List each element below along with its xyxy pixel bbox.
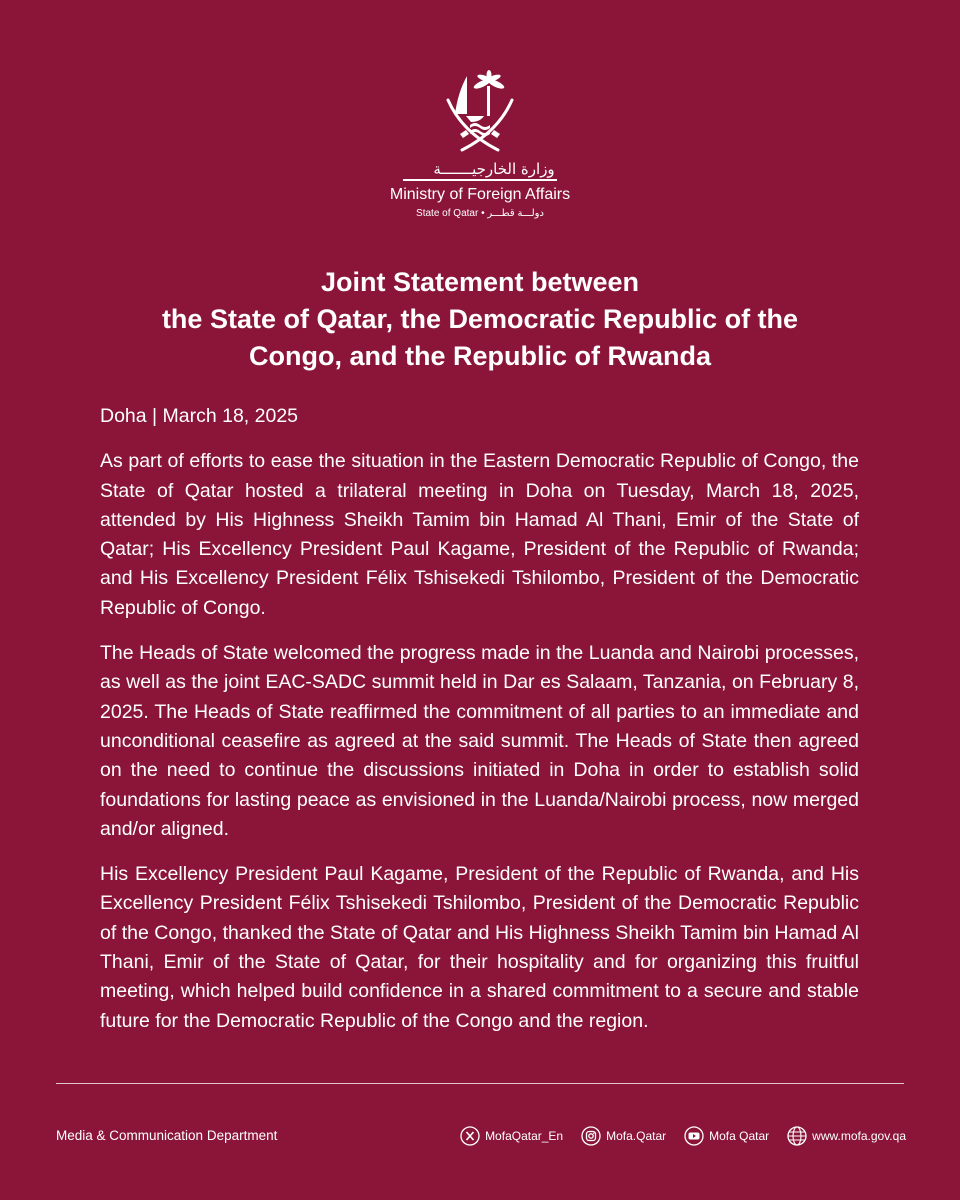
paragraph-1: As part of efforts to ease the situation in the Eastern Democratic Republic of Congo, the State of Qatar hosted a trilateral meeting in Doha on Tuesday, March 18, 2025, attended by His Highness Sheikh Tamim bin Hamad Al Thani, Emir of the State of Qatar; His Excellency President Paul Kagame, President of the Republic of Rwanda; and His Excellency President Félix Tshisekedi Tshilombo, President of the Democratic Republic of Congo. — [100, 450, 859, 619]
title-line-1: Joint Statement between — [320, 267, 640, 297]
title-line-3: Congo, and the Republic of Rwanda — [249, 341, 711, 371]
paragraph-3: His Excellency President Paul Kagame, President of the Republic of Rwanda, and His Excellency President Félix Tshisekedi Tshilombo, President of the Democratic Republic of the Congo, thanked the State of Qatar and His Highness Sheikh Tamim bin Hamad Al Thani, Emir of the State of Qatar, for their hospitality and for organizing this fruitful meeting, which helped build confidence in a shared commitment to a secure and stable future for the Democratic Republic of the Congo and the region. — [100, 863, 859, 1032]
statement-body — [100, 402, 859, 1052]
social-youtube[interactable] — [684, 1126, 769, 1146]
social-youtube-label[interactable]: Mofa Qatar — [709, 1129, 770, 1143]
social-website-label[interactable]: www.mofa.gov.qa — [812, 1129, 906, 1143]
social-links — [460, 1126, 906, 1146]
dateline: Doha | March 18, 2025 — [100, 405, 299, 427]
ministry-name-english: Ministry of Foreign Affairs — [389, 186, 571, 203]
social-instagram[interactable] — [581, 1126, 666, 1146]
social-x[interactable] — [460, 1126, 563, 1146]
ministry-header — [0, 70, 960, 221]
footer-divider — [56, 1083, 904, 1084]
social-x-label[interactable]: MofaQatar_En — [485, 1129, 564, 1143]
department-label: Media & Communication Department — [56, 1128, 278, 1143]
statement-title — [60, 264, 900, 375]
x-icon — [460, 1126, 480, 1146]
qatar-emblem-icon — [440, 70, 520, 154]
social-website[interactable] — [787, 1126, 906, 1146]
paragraph-2: The Heads of State welcomed the progress made in the Luanda and Nairobi processes, as well as the joint EAC-SADC summit held in Dar es Salaam, Tanzania, on February 8, 2025. The Heads of State reaffirmed the commitment of all parties to an immediate and unconditional ceasefire as agreed at the said summit. The Heads of State then agreed on the need to continue the discussions initiated in Doha in order to establish solid foundations for lasting peace as envisioned in the Luanda/Nairobi process, now merged and/or aligned. — [100, 642, 859, 840]
globe-icon — [787, 1126, 807, 1146]
state-line: State of Qatar • دولـــة قطـــر — [416, 208, 544, 219]
title-line-2: the State of Qatar, the Democratic Republic of the — [161, 304, 799, 334]
youtube-icon — [684, 1126, 704, 1146]
social-instagram-label[interactable]: Mofa.Qatar — [606, 1129, 667, 1143]
ministry-name-arabic: وزارة الخارجيـــــــة — [403, 160, 556, 181]
instagram-icon — [581, 1126, 601, 1146]
